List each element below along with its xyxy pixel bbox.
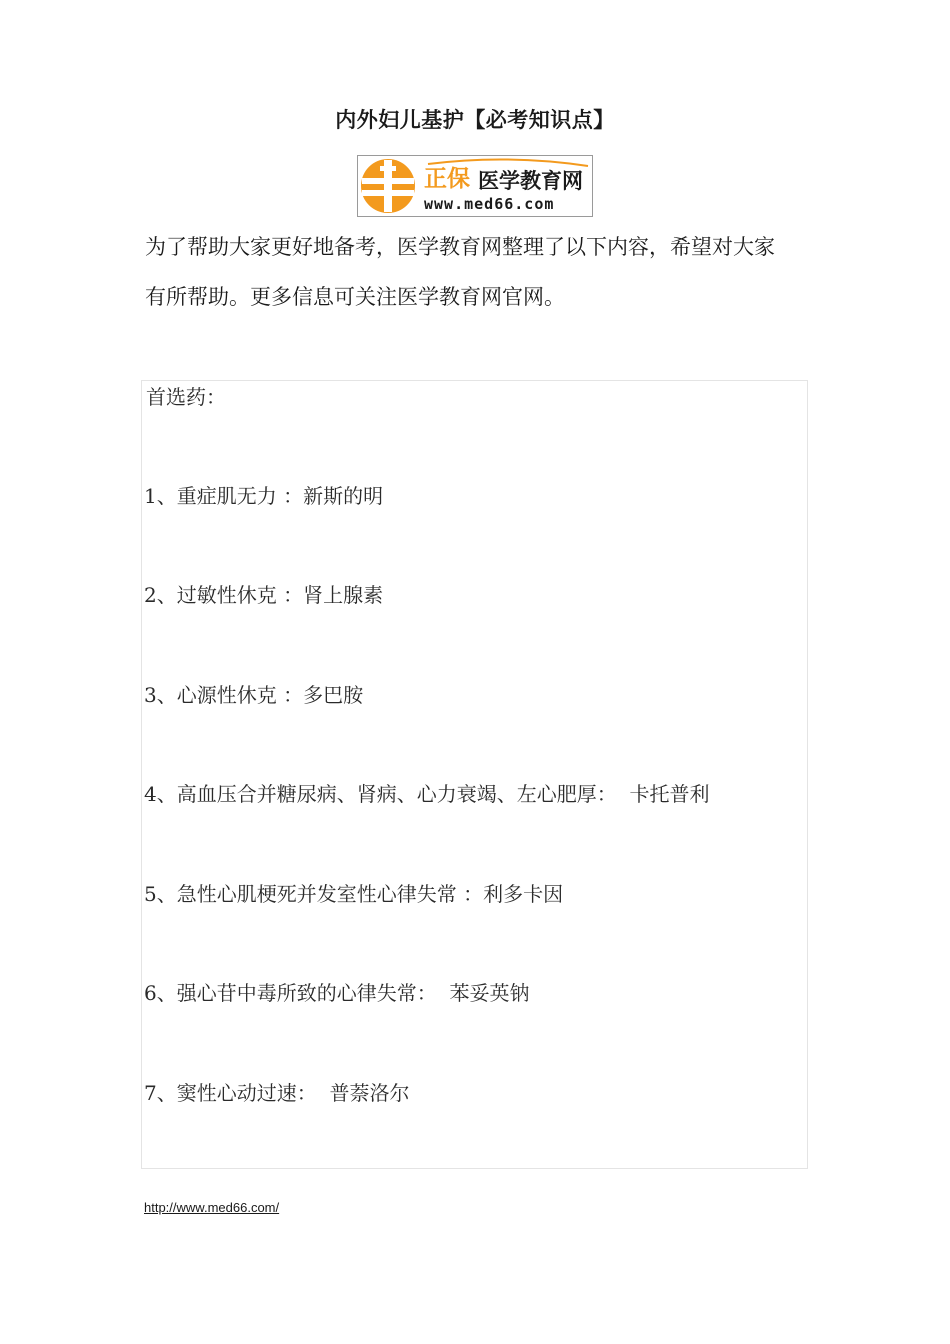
section-label: 首选药：: [146, 385, 226, 409]
logo-brand-secondary: 医学教育网: [478, 169, 583, 193]
med66-logo: [357, 155, 593, 217]
page-title: 内外妇儿基护【必考知识点】: [335, 108, 615, 132]
intro-line-2: 有所帮助。更多信息可关注医学教育网官网。: [145, 285, 565, 309]
intro-line-1: 为了帮助大家更好地备考，医学教育网整理了以下内容，希望对大家: [145, 235, 775, 259]
list-item: 6、强心苷中毒所致的心律失常： 苯妥英钠: [144, 981, 530, 1005]
list-item: 7、窦性心动过速： 普萘洛尔: [144, 1081, 410, 1105]
content-box: [141, 380, 808, 1169]
intro-paragraph: [145, 222, 825, 322]
list-item: 2、过敏性休克 ：肾上腺素: [144, 583, 384, 607]
list-item: 5、急性心肌梗死并发室性心律失常 ：利多卡因: [144, 882, 564, 906]
list-item: 4、高血压合并糖尿病、肾病、心力衰竭、左心肥厚： 卡托普利: [144, 782, 710, 806]
list-item: 3、心源性休克 ：多巴胺: [144, 683, 364, 707]
logo-url: www.med66.com: [424, 195, 555, 213]
med66-logo-graphic: [358, 156, 592, 216]
logo-brand-primary: 正保: [424, 166, 470, 192]
list-item: 1、重症肌无力 ：新斯的明: [144, 484, 384, 508]
footer-link[interactable]: http://www.med66.com/: [144, 1200, 280, 1215]
